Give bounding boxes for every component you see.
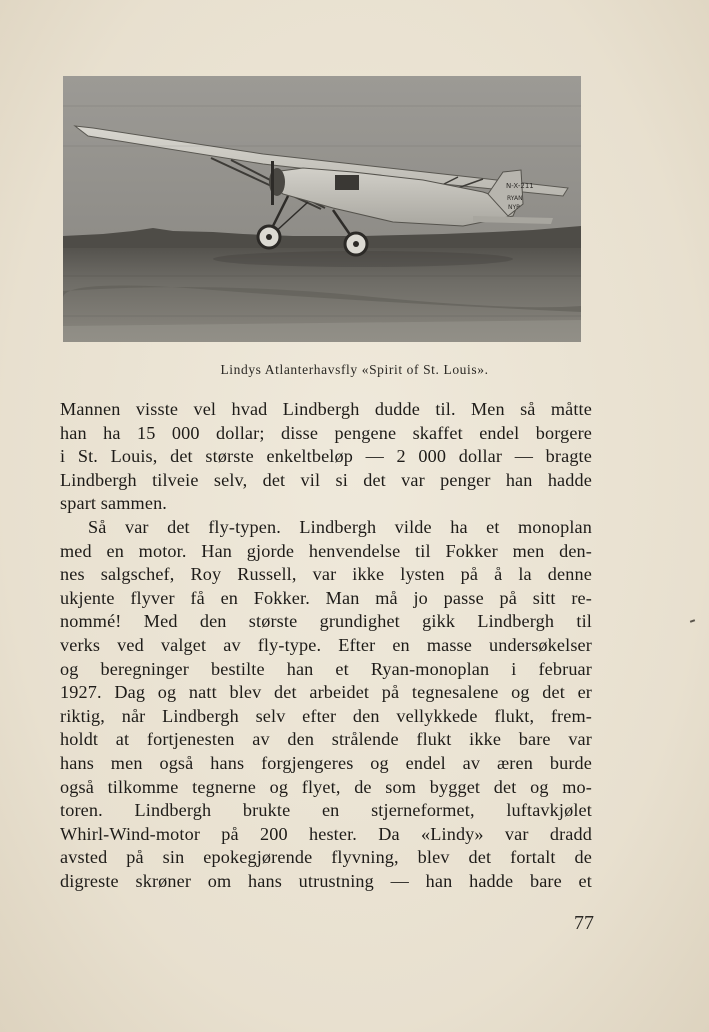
tail-model: NYP <box>508 204 520 211</box>
text-line: hans men også hans forgjengeres og endel av æren burde <box>60 752 592 773</box>
figure-caption: Lindys Atlanterhavsfly «Spirit of St. Louis». <box>220 362 489 377</box>
text-line: digreste skrøner om hans utrustning — han hadde bare et <box>60 870 592 891</box>
page-number: 77 <box>574 912 594 934</box>
text-line: 1927. Dag og natt blev det arbeidet på tegnesalene og det er <box>60 682 592 703</box>
text-line: i St. Louis, det største enkeltbeløp — 2 000 dollar — bragte <box>60 446 592 467</box>
text-line: Whirl-Wind-motor på 200 hester. Da «Lindy» var dradd <box>60 823 592 844</box>
tail-registration: N-X-211 <box>506 182 534 190</box>
propeller <box>271 161 274 205</box>
text-line: nommé! Med den største grundighet gikk Lindbergh til <box>60 611 592 632</box>
text-line: med en motor. Han gjorde henvendelse til Fokker men den- <box>60 540 592 561</box>
text-line: nes salgschef, Roy Russell, var ikke lysten på å la denne <box>60 564 592 585</box>
paper-speck <box>690 619 695 623</box>
body-text <box>60 398 592 893</box>
text-line: Lindbergh tilveie selv, det vil si det var penger han hadde <box>60 469 592 490</box>
airplane-photo <box>63 76 581 342</box>
text-line: han ha 15 000 dollar; disse pengene skaffet endel borgere <box>60 422 592 443</box>
text-line: og beregninger bestilte han et Ryan-monoplan i februar <box>60 658 592 679</box>
wheel-left-hub <box>266 234 272 240</box>
spirit-of-st-louis-illustration <box>63 76 581 342</box>
text-line: verks ved valget av fly-type. Efter en masse undersøkelser <box>60 634 592 655</box>
text-line: Mannen visste vel hvad Lindbergh dudde til. Men så måtte <box>60 399 592 419</box>
text-line: riktig, når Lindbergh selv efter den vellykkede flukt, frem- <box>60 705 592 726</box>
wheel-right-hub <box>353 241 359 247</box>
cockpit-window <box>335 175 359 190</box>
text-line: også tilkomme tegnerne og flyet, de som bygget det og mo- <box>60 776 592 797</box>
text-line: holdt at fortjenesten av den strålende flukt ikke bare var <box>60 729 592 750</box>
text-line: avsted på sin epokegjørende flyvning, blev det fortalt de <box>60 847 592 868</box>
text-line: Så var det fly-typen. Lindbergh vilde ha et monoplan <box>88 516 592 537</box>
text-line: ukjente flyver få en Fokker. Man må jo passe på sitt re- <box>60 587 592 608</box>
text-line: spart sammen. <box>60 493 168 514</box>
tail-maker: RYAN <box>507 195 523 202</box>
text-line: toren. Lindbergh brukte en stjerneformet, luftavkjølet <box>60 800 592 821</box>
